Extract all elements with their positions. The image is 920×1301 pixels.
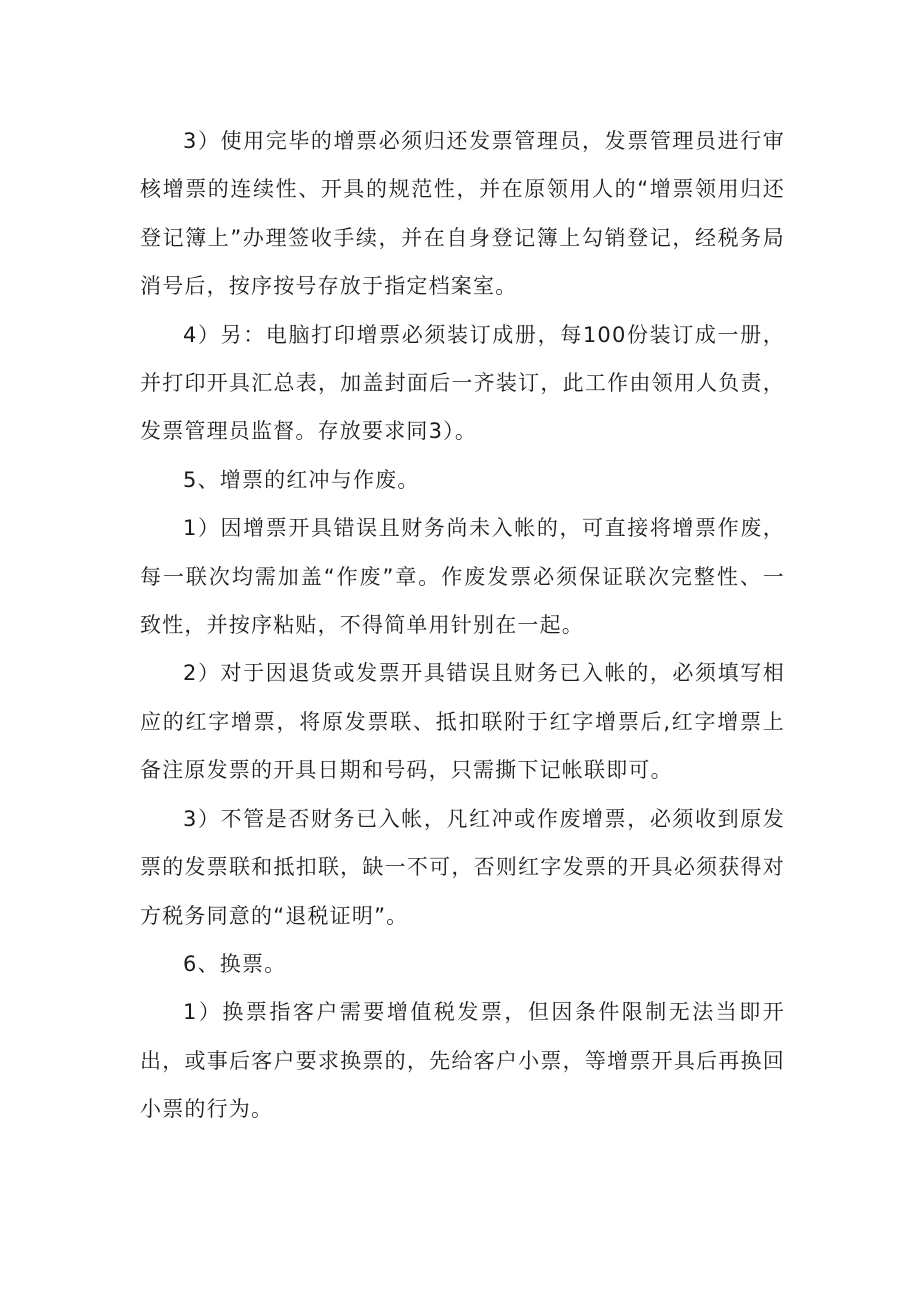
section-heading-exchange: 6、换票。 (183, 951, 287, 976)
document-body (140, 117, 785, 1134)
paragraph-red-invoice: 2）对于因退货或发票开具错误且财务已入帐的，必须填写相应的红字增票，将原发票联、抵扣联附于红字增票后,红字增票上备注原发票的开具日期和号码，只需撕下记帐联即可。 (140, 661, 785, 783)
paragraph-binding-requirement: 4）另：电脑打印增票必须装订成册，每100份装订成一册，并打印开具汇总表，加盖封面后一齐装订，此工作由领用人负责，发票管理员监督。存放要求同3）。 (140, 322, 785, 444)
paragraph-exchange-definition: 1）换票指客户需要增值税发票，但因条件限制无法当即开出，或事后客户要求换票的，先给客户小票，等增票开具后再换回小票的行为。 (140, 1000, 785, 1122)
paragraph-return-procedure: 3）使用完毕的增票必须归还发票管理员，发票管理员进行审核增票的连续性、开具的规范性，并在原领用人的“增票领用归还登记簿上”办理签收手续，并在自身登记簿上勾销登记，经税务局消号后，按序按号存放于指定档案室。 (140, 129, 785, 299)
paragraph-void-invoice: 1）因增票开具错误且财务尚未入帐的，可直接将增票作废，每一联次均需加盖“作废”章。作废发票必须保证联次完整性、一致性，并按序粘贴，不得简单用针别在一起。 (140, 516, 785, 638)
paragraph-return-certificate: 3）不管是否财务已入帐，凡红冲或作废增票，必须收到原发票的发票联和抵扣联，缺一不可，否则红字发票的开具必须获得对方税务同意的“退税证明”。 (140, 806, 785, 928)
section-heading-red-void: 5、增票的红冲与作废。 (183, 467, 420, 492)
